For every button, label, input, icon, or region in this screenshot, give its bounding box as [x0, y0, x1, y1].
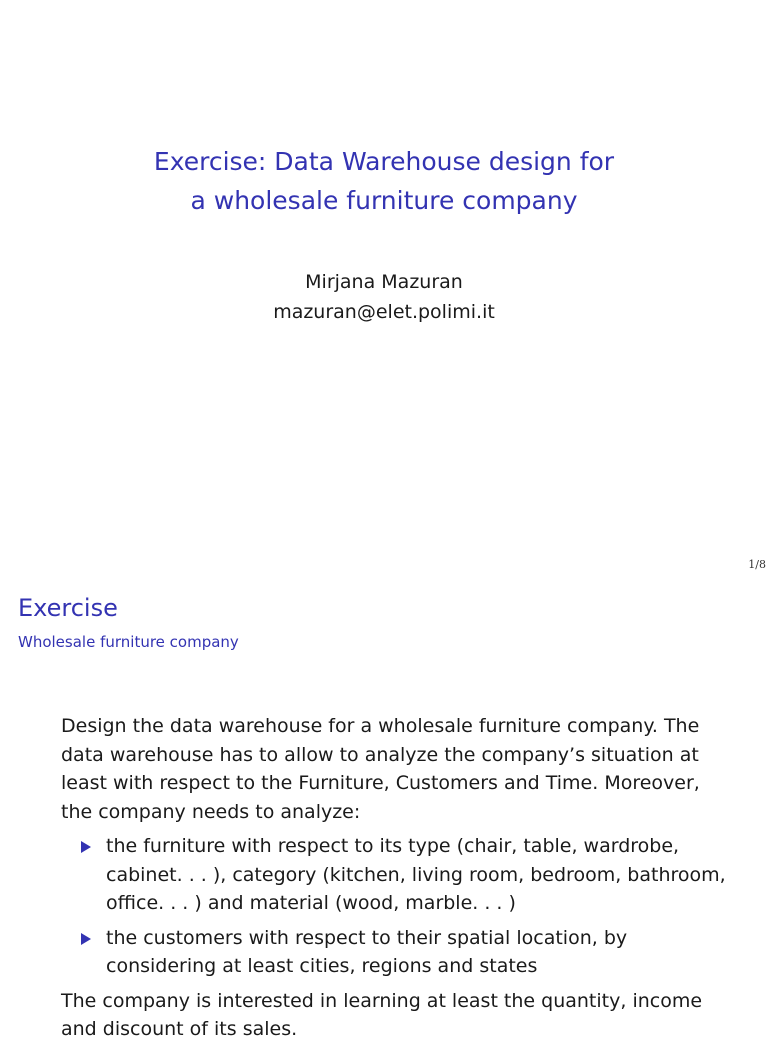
bullet-text: the customers with respect to their spatial location, by considering at least cities, regions and states: [106, 926, 628, 977]
intro-paragraph: Design the data warehouse for a wholesale furniture company. The data warehouse has to allow to analyze the company’s situation at least with respect to the Furniture, Customers and Time. Moreover, the company needs to analyze:: [61, 715, 700, 823]
author-name: Mirjana Mazuran: [305, 271, 463, 293]
title-line-2: a wholesale furniture company: [190, 186, 578, 215]
bullet-list: [61, 832, 731, 981]
page-number: 1/8: [748, 558, 766, 571]
bullet-text: the furniture with respect to its type (chair, table, wardrobe, cabinet. . . ), category (kitchen, living room, bedroom, bathroom, office. . . ) and material (wood, marble. . . ): [106, 835, 726, 914]
list-item: [61, 832, 731, 918]
closing-paragraph: The company is interested in learning at least the quantity, income and discount of its sales.: [61, 989, 703, 1040]
frame-subtitle: Wholesale furniture company: [18, 633, 239, 651]
list-item: [61, 924, 731, 981]
frame-title: Exercise: [18, 594, 118, 622]
title-line-1: Exercise: Data Warehouse design for: [153, 147, 615, 176]
exercise-slide: [0, 582, 768, 1040]
triangle-bullet-icon: [81, 841, 91, 853]
triangle-bullet-icon: [81, 933, 91, 945]
presentation-title: [0, 142, 768, 220]
author-block: [0, 267, 768, 327]
slide-body: [61, 712, 731, 1044]
author-email: mazuran@elet.polimi.it: [273, 301, 495, 323]
